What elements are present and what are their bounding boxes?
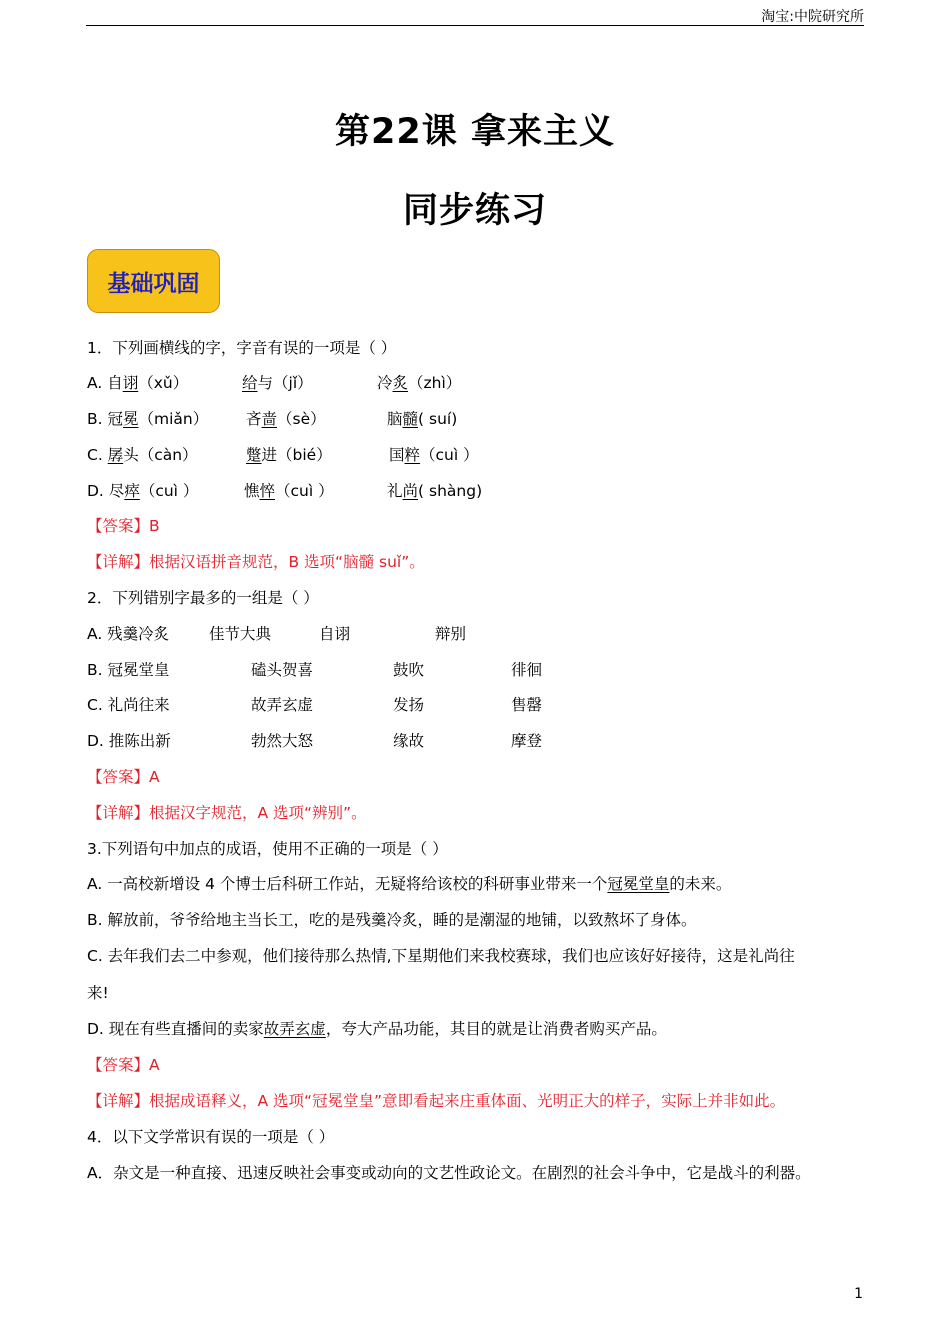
- q3-answer: 【答案】A: [87, 1056, 160, 1074]
- q2-stem: 2．下列错别字最多的一组是（ ）: [87, 589, 319, 607]
- q2-option-b-word2: 磕头贺喜: [251, 661, 314, 679]
- q1-option-b-item3: 脑髓( suí): [387, 410, 458, 428]
- q3-option-a: A. 一高校新增设 4 个博士后科研工作站，无疑将给该校的科研事业带来一个冠冕堂皇的未来。: [87, 875, 732, 893]
- q2-option-b: B. 冠冕堂皇: [87, 661, 170, 679]
- header-divider: [86, 25, 864, 26]
- page-number: 1: [854, 1286, 863, 1302]
- q2-option-c-word2: 故弄玄虚: [251, 696, 314, 714]
- q1-option-b-item2: 吝啬（sè）: [246, 410, 326, 428]
- q1-option-a: A. 自诩（xǔ）: [87, 374, 189, 392]
- q1-option-d-item3: 礼尚( shàng): [387, 482, 483, 500]
- q2-option-a-word4: 辩别: [435, 625, 467, 643]
- q2-option-d: D. 推陈出新: [87, 732, 171, 750]
- q1-option-c-item2: 蹩进（bié）: [246, 446, 332, 464]
- q2-option-a-word2: 佳节大典: [209, 625, 272, 643]
- q1-stem: 1．下列画横线的字，字音有误的一项是（ ）: [87, 339, 397, 357]
- q4-stem: 4．以下文学常识有误的一项是（ ）: [87, 1128, 335, 1146]
- q3-option-c-cont: 来!: [87, 984, 109, 1002]
- q1-option-b: B. 冠冕（miǎn）: [87, 410, 209, 428]
- q1-option-d-item2: 憔悴（cuì ）: [244, 482, 334, 500]
- lesson-subtitle: 同步练习: [402, 191, 547, 231]
- q1-option-a-item3: 冷炙（zhì）: [377, 374, 462, 392]
- q1-option-c-item3: 国粹（cuì ）: [389, 446, 479, 464]
- q1-option-a-item2: 给与（jǐ）: [242, 374, 313, 392]
- q2-answer: 【答案】A: [87, 768, 160, 786]
- q2-option-c: C. 礼尚往来: [87, 696, 170, 714]
- q1-option-c: C. 孱头（càn）: [87, 446, 198, 464]
- q2-option-d-word3: 缘故: [393, 732, 425, 750]
- section-badge: 基础巩固: [87, 249, 220, 313]
- q1-detail: 【详解】根据汉语拼音规范，B 选项“脑髓 suǐ”。: [87, 553, 425, 571]
- q3-option-b: B. 解放前，爷爷给地主当长工，吃的是残羹冷炙，睡的是潮湿的地铺，以致熬坏了身体。: [87, 911, 697, 929]
- lesson-title: 第22课 拿来主义: [335, 112, 615, 152]
- q3-detail: 【详解】根据成语释义，A 选项“冠冕堂皇”意即看起来庄重体面、光明正大的样子，实际上并非如此。: [87, 1092, 786, 1110]
- q4-option-a: A．杂文是一种直接、迅速反映社会事变或动向的文艺性政论文。在剧烈的社会斗争中，它是战斗的利器。: [87, 1164, 811, 1182]
- q1-answer: 【答案】B: [87, 517, 160, 535]
- q2-option-b-word3: 鼓吹: [393, 661, 425, 679]
- header-shop-label: 淘宝:中院研究所: [761, 9, 864, 25]
- q3-option-c: C. 去年我们去二中参观，他们接待那么热情,下星期他们来我校赛球，我们也应该好好接待，这是礼尚往: [87, 947, 795, 965]
- q1-option-d: D. 尽瘁（cuì ）: [87, 482, 199, 500]
- q2-option-c-word4: 售罄: [511, 696, 543, 714]
- q2-option-a: A. 残羹冷炙: [87, 625, 170, 643]
- q2-option-c-word3: 发扬: [393, 696, 425, 714]
- q3-option-d: D. 现在有些直播间的卖家故弄玄虚，夸大产品功能，其目的就是让消费者购买产品。: [87, 1020, 667, 1038]
- q2-option-b-word4: 徘徊: [511, 661, 543, 679]
- q2-option-d-word4: 摩登: [511, 732, 543, 750]
- q2-detail: 【详解】根据汉字规范，A 选项“辨别”。: [87, 804, 367, 822]
- q2-option-a-word3: 自诩: [319, 625, 351, 643]
- q2-option-d-word2: 勃然大怒: [251, 732, 314, 750]
- q3-stem: 3.下列语句中加点的成语，使用不正确的一项是（ ）: [87, 840, 448, 858]
